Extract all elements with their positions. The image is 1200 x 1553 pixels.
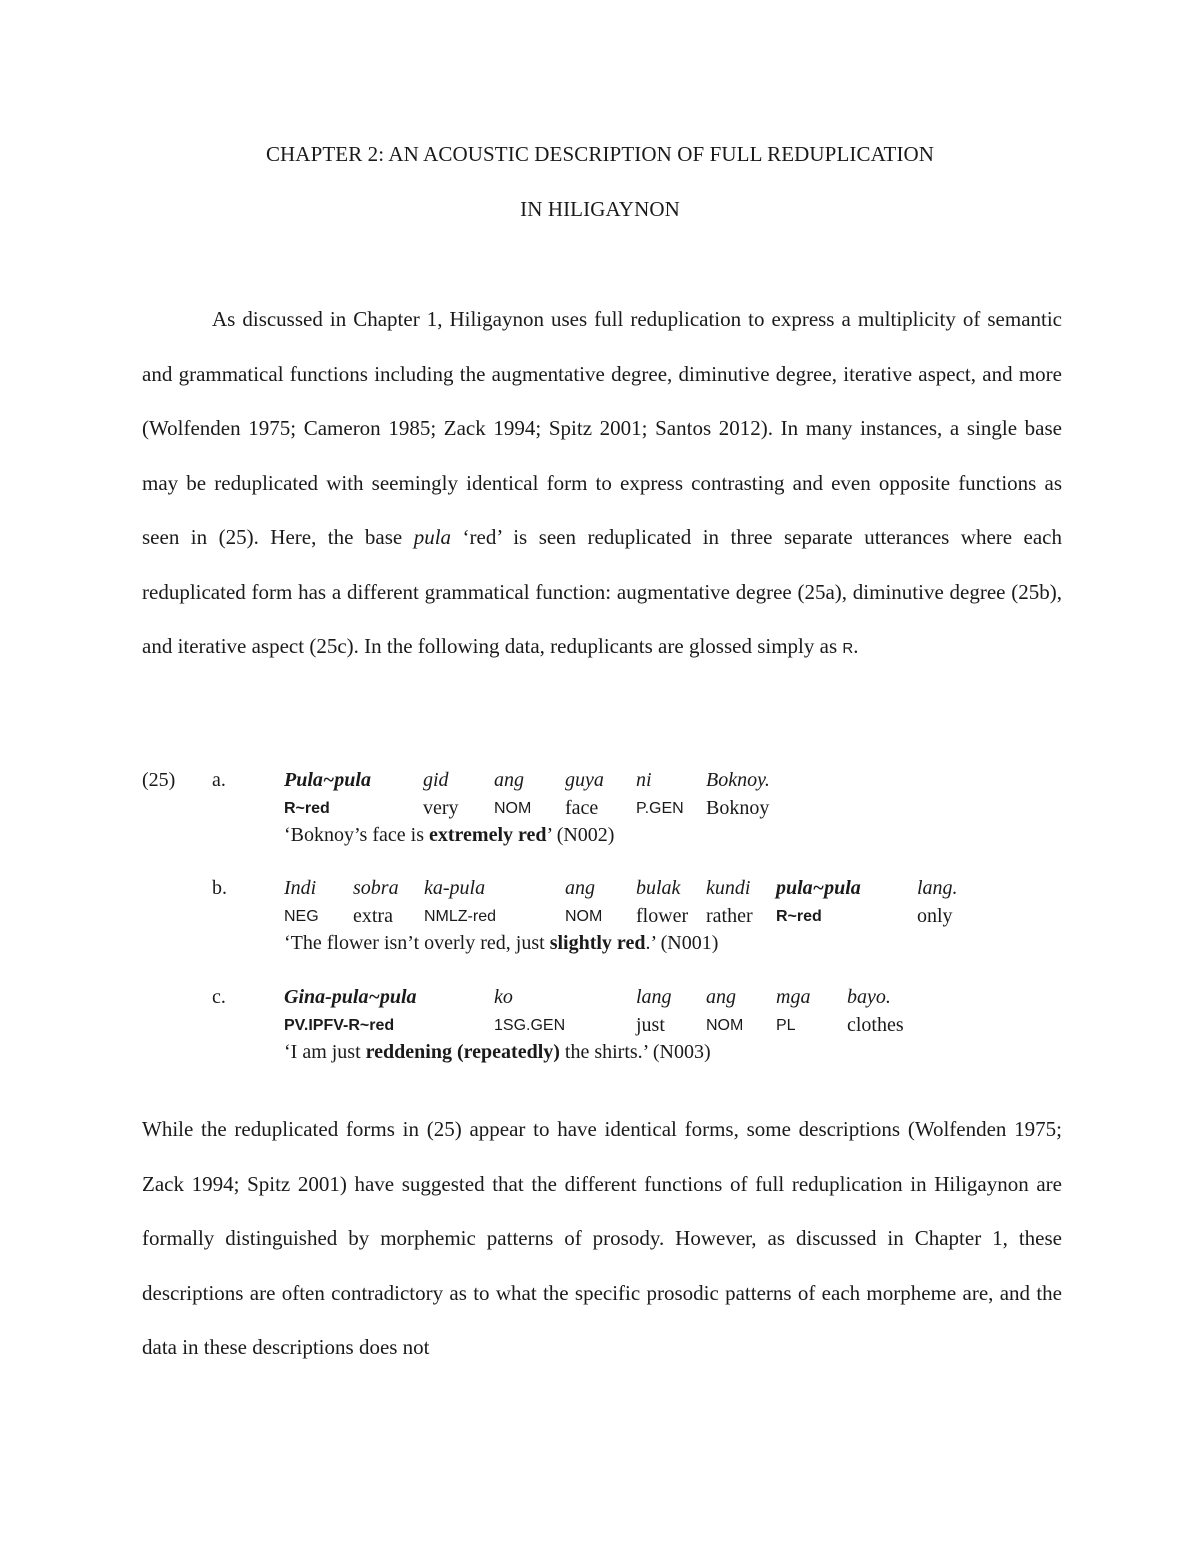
- translation-text: .’ (N001): [645, 932, 719, 954]
- paragraph-intro-text-2: ‘red’ is seen reduplicated in three separate utterances where each reduplicated form has a different grammatical function: augmentative degree (25a), diminutive degree (25b), and iterative aspect (25c). In the following data, reduplicants are glossed simply as: [142, 525, 1063, 658]
- example-b-gloss: flower: [636, 905, 689, 927]
- example-c-word: lang: [636, 986, 672, 1008]
- translation-text: ‘The flower isn’t overly red, just: [284, 932, 550, 954]
- example-c-gloss: just: [636, 1014, 665, 1036]
- example-c-gloss: PL: [776, 1017, 796, 1034]
- translation-emphasis: extremely red: [428, 824, 547, 846]
- chapter-title-line-2: IN HILIGAYNON: [520, 197, 680, 221]
- example-c-label: c.: [212, 986, 226, 1008]
- example-c-gloss: 1SG.GEN: [494, 1017, 566, 1034]
- example-a-gloss: face: [565, 797, 599, 819]
- example-b-word: kundi: [706, 877, 751, 899]
- example-c-word: bayo.: [847, 986, 891, 1008]
- example-b-gloss: NMLZ-red: [424, 908, 497, 925]
- example-b-gloss: only: [917, 905, 953, 927]
- example-a-word: gid: [423, 769, 449, 791]
- paragraph-intro: [142, 292, 1062, 677]
- example-a-word: ni: [636, 769, 652, 791]
- example-b-word: Indi: [284, 877, 317, 899]
- example-a-word: ang: [494, 769, 524, 791]
- example-b-word: pula~pula: [776, 877, 861, 899]
- example-b-word: bulak: [636, 877, 681, 899]
- example-b-word: ka-pula: [424, 877, 486, 899]
- paragraph-intro-text-1: As discussed in Chapter 1, Hiligaynon uses full reduplication to express a multiplicity of semantic and grammatical functions including the augmentative degree, diminutive degree, iterative aspect, and more (Wolfenden 1975; Cameron 1985; Zack 1994; Spitz 2001; Santos 2012). In many instances, a single base may be reduplicated with seemingly identical form to express contrasting and even opposite functions as seen in (25). Here, the base: [142, 307, 1062, 549]
- example-a-label: a.: [212, 769, 226, 791]
- example-b-word: lang.: [917, 877, 958, 899]
- example-b-gloss: NEG: [284, 908, 319, 925]
- example-c-translation: [284, 1038, 711, 1066]
- example-c-word: Gina-pula~pula: [284, 986, 417, 1008]
- example-b-gloss: rather: [706, 905, 753, 927]
- translation-text: ‘Boknoy’s face is: [284, 824, 429, 846]
- example-a-gloss: P.GEN: [636, 800, 684, 817]
- example-b-translation: [284, 929, 718, 957]
- base-word-pula: pula: [413, 525, 452, 549]
- example-a-word: Boknoy.: [706, 769, 770, 791]
- translation-text: ’ (N002): [546, 824, 615, 846]
- example-a-gloss: R~red: [284, 800, 330, 817]
- example-b-gloss: extra: [353, 905, 393, 927]
- example-c-gloss: NOM: [706, 1017, 744, 1034]
- example-a-gloss: NOM: [494, 800, 532, 817]
- example-b-word: ang: [565, 877, 595, 899]
- example-b-gloss: NOM: [565, 908, 603, 925]
- paragraph-intro-end: .: [853, 634, 859, 658]
- translation-emphasis: reddening (repeatedly): [365, 1041, 560, 1063]
- example-b-gloss: R~red: [776, 908, 822, 925]
- example-a-translation: [284, 821, 614, 849]
- example-c-word: mga: [776, 986, 811, 1008]
- example-b-word: sobra: [353, 877, 399, 899]
- chapter-title-line-1: CHAPTER 2: AN ACOUSTIC DESCRIPTION OF FULL REDUPLICATION: [265, 142, 935, 166]
- reduplicant-gloss-r: R: [842, 640, 854, 657]
- example-c-word: ang: [706, 986, 736, 1008]
- translation-emphasis: slightly red: [549, 932, 646, 954]
- example-a-gloss: Boknoy: [706, 797, 770, 819]
- example-a-word: guya: [565, 769, 604, 791]
- example-a-gloss: very: [423, 797, 459, 819]
- example-number: (25): [142, 769, 176, 791]
- translation-text: the shirts.’ (N003): [559, 1041, 711, 1063]
- example-c-word: ko: [494, 986, 513, 1008]
- example-c-gloss: PV.IPFV-R~red: [284, 1017, 395, 1034]
- example-b-label: b.: [212, 877, 227, 899]
- translation-text: ‘I am just: [284, 1041, 366, 1063]
- paragraph-followup: While the reduplicated forms in (25) appear to have identical forms, some descriptions (Wolfenden 1975; Zack 1994; Spitz 2001) have suggested that the different functions of full reduplication in Hiligaynon are formally distinguished by morphemic patterns of prosody. However, as discussed in Chapter 1, these descriptions are often contradictory as to what the specific prosodic patterns of each morpheme are, and the data in these descriptions does not: [142, 1117, 1062, 1359]
- example-c-gloss: clothes: [847, 1014, 904, 1036]
- example-a-word: Pula~pula: [284, 769, 371, 791]
